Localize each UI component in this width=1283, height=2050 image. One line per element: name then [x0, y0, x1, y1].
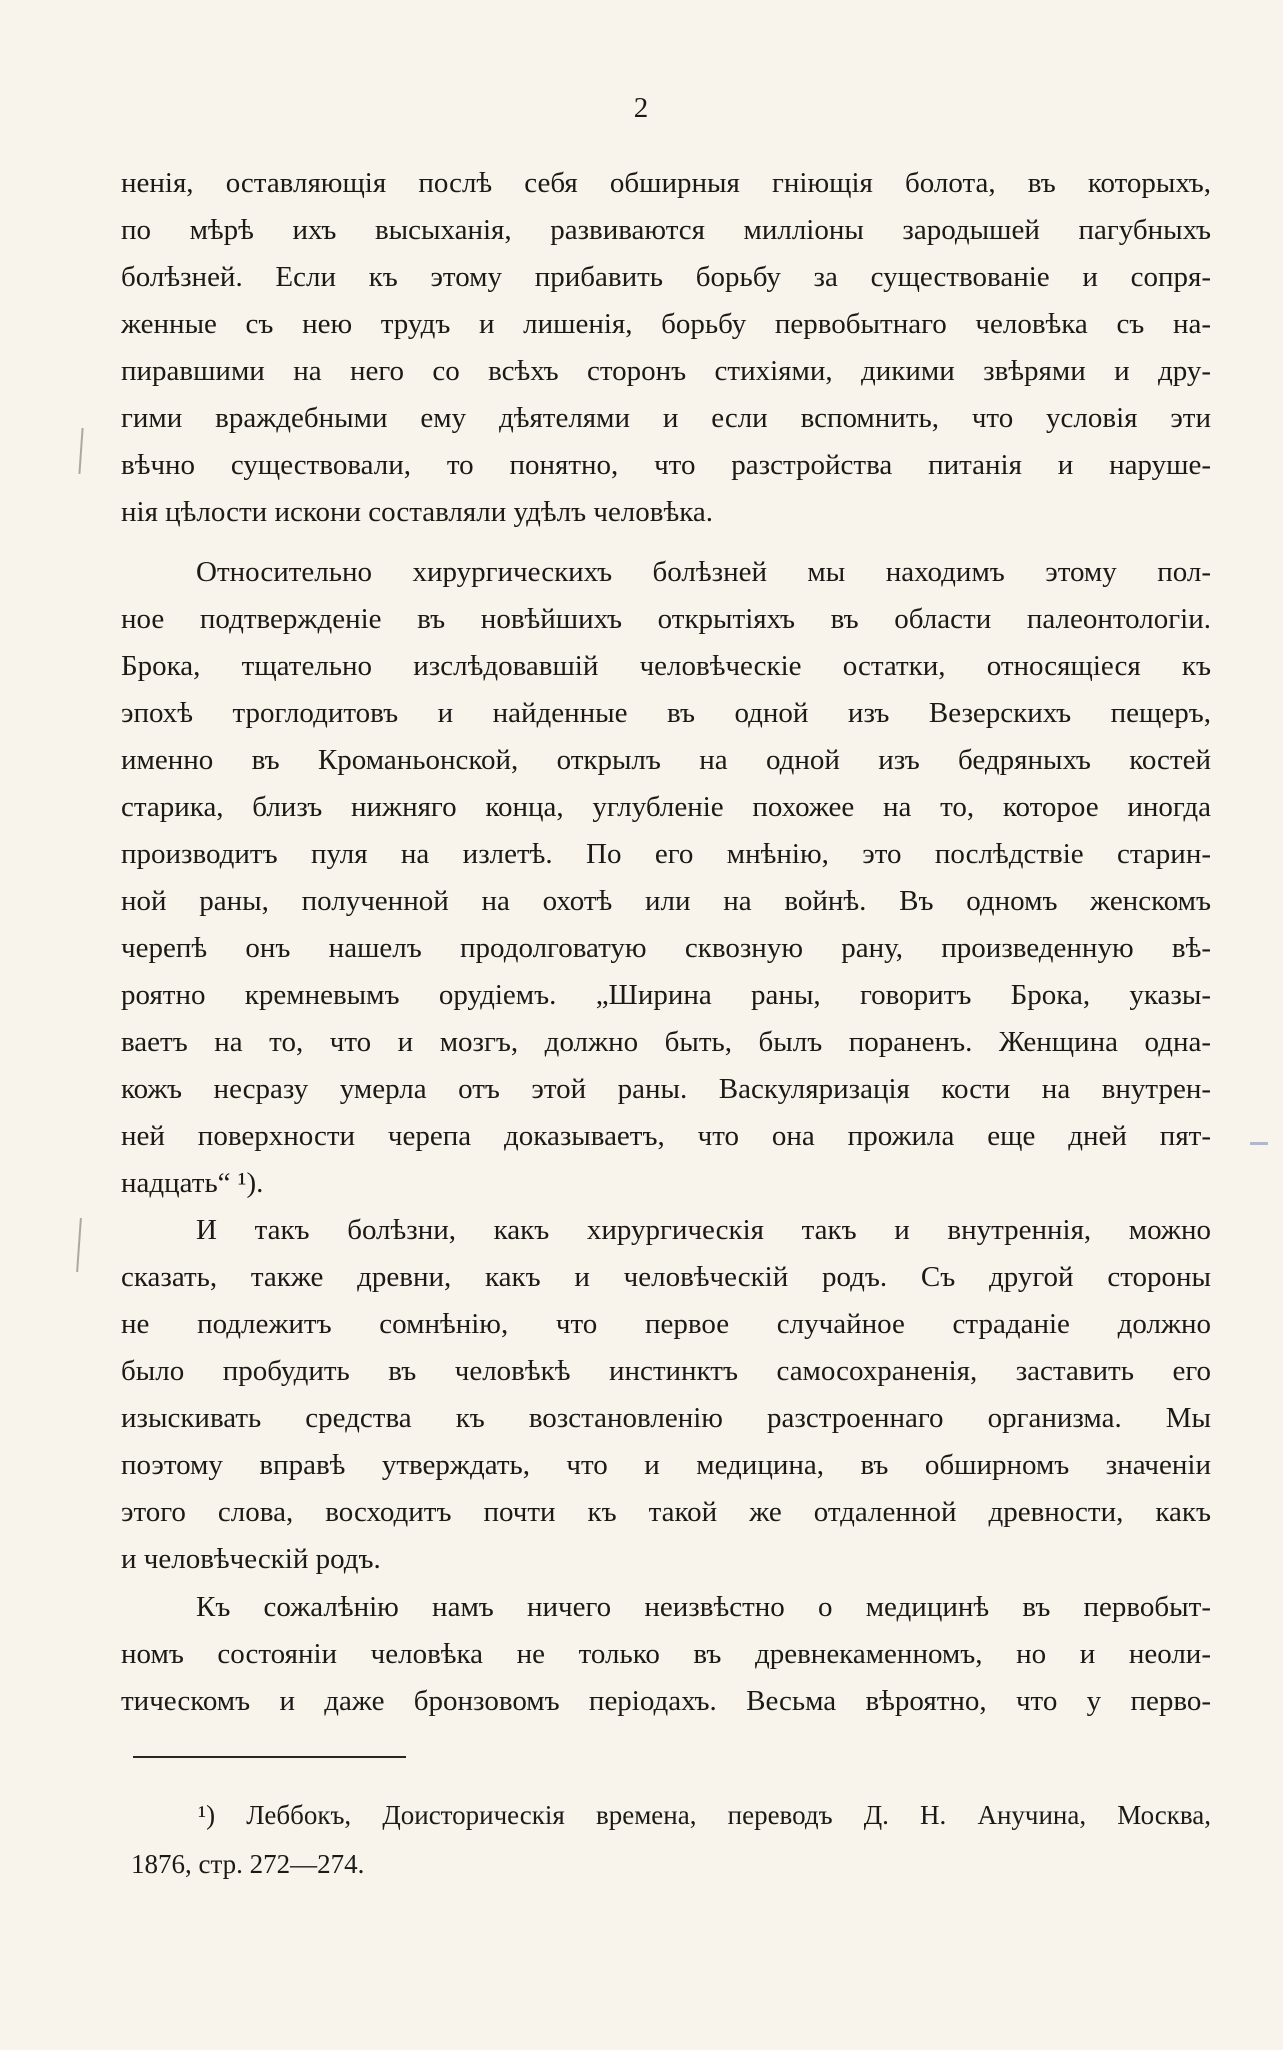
text-line: роятно кремневымъ орудіемъ. „Ширина раны, говоритъ Брока, указы- — [121, 979, 1211, 1011]
text-line: этого слова, восходитъ почти къ такой же отдаленной древности, какъ — [121, 1496, 1211, 1528]
footnote-separator — [133, 1756, 406, 1758]
text-line: по мѣрѣ ихъ высыханія, развиваются милліоны зародышей пагубныхъ — [121, 214, 1211, 246]
text-line: ней поверхности черепа доказываетъ, что она прожила еще дней пят- — [121, 1120, 1211, 1152]
text-line: сказать, также древни, какъ и человѣческій родъ. Съ другой стороны — [121, 1261, 1211, 1293]
text-line: было пробудить въ человѣкѣ инстинктъ самосохраненія, заставить его — [121, 1355, 1211, 1387]
text-line: именно въ Кроманьонской, открылъ на одной изъ бедряныхъ костей — [121, 744, 1211, 776]
text-line: болѣзней. Если къ этому прибавить борьбу за существованіе и сопря- — [121, 261, 1211, 293]
text-line: женные съ нею трудъ и лишенія, борьбу первобытнаго человѣка съ на- — [121, 308, 1211, 340]
text-line: номъ состояніи человѣка не только въ древнекаменномъ, но и неоли- — [121, 1638, 1211, 1670]
footnote-line: ¹) Леббокъ, Доисторическія времена, переводъ Д. Н. Анучина, Москва, — [198, 1800, 1211, 1830]
text-line: ненія, оставляющія послѣ себя обширныя гніющія болота, въ которыхъ, — [121, 167, 1211, 199]
text-line: нія цѣлости искони составляли удѣлъ человѣка. — [121, 496, 713, 528]
margin-mark — [76, 1218, 82, 1272]
text-line: кожъ несразу умерла отъ этой раны. Васкуляризація кости на внутрен- — [121, 1073, 1211, 1105]
text-line: вѣчно существовали, то понятно, что разстройства питанія и наруше- — [121, 449, 1211, 481]
text-line: и человѣческій родъ. — [121, 1543, 381, 1575]
text-line: пиравшими на него со всѣхъ сторонъ стихіями, дикими звѣрями и дру- — [121, 355, 1211, 387]
text-line: Брока, тщательно изслѣдовавшій человѣческіе остатки, относящіеся къ — [121, 650, 1211, 682]
footnote-line: 1876, стр. 272—274. — [131, 1849, 365, 1879]
text-line: черепѣ онъ нашелъ продолговатую сквозную рану, произведенную вѣ- — [121, 932, 1211, 964]
margin-mark — [1250, 1142, 1268, 1145]
text-line: ваетъ на то, что и мозгъ, должно быть, былъ пораненъ. Женщина одна- — [121, 1026, 1211, 1058]
text-line: эпохѣ троглодитовъ и найденные въ одной изъ Везерскихъ пещеръ, — [121, 697, 1211, 729]
text-line: ной раны, полученной на охотѣ или на войнѣ. Въ одномъ женскомъ — [121, 885, 1211, 917]
text-line: производитъ пуля на излетѣ. По его мнѣнію, это послѣдствіе старин- — [121, 838, 1211, 870]
text-line: изыскивать средства къ возстановленію разстроеннаго организма. Мы — [121, 1402, 1211, 1434]
text-line: гими враждебными ему дѣятелями и если вспомнить, что условія эти — [121, 402, 1211, 434]
text-line: И такъ болѣзни, какъ хирургическія такъ и внутреннія, можно — [196, 1214, 1211, 1246]
page-number: 2 — [633, 92, 650, 124]
text-line: старика, близъ нижняго конца, углубленіе похожее на то, которое иногда — [121, 791, 1211, 823]
text-line: поэтому вправѣ утверждать, что и медицина, въ обширномъ значеніи — [121, 1449, 1211, 1481]
text-line: не подлежитъ сомнѣнію, что первое случайное страданіе должно — [121, 1308, 1211, 1340]
text-line: тическомъ и даже бронзовомъ періодахъ. Весьма вѣроятно, что у перво- — [121, 1685, 1211, 1717]
text-line: надцать“ ¹). — [121, 1167, 264, 1199]
text-line: ное подтвержденіе въ новѣйшихъ открытіяхъ въ области палеонтологіи. — [121, 603, 1211, 635]
text-line: Къ сожалѣнію намъ ничего неизвѣстно о медицинѣ въ первобыт- — [196, 1591, 1211, 1623]
text-line: Относительно хирургическихъ болѣзней мы находимъ этому пол- — [196, 556, 1211, 588]
margin-mark — [78, 428, 83, 474]
